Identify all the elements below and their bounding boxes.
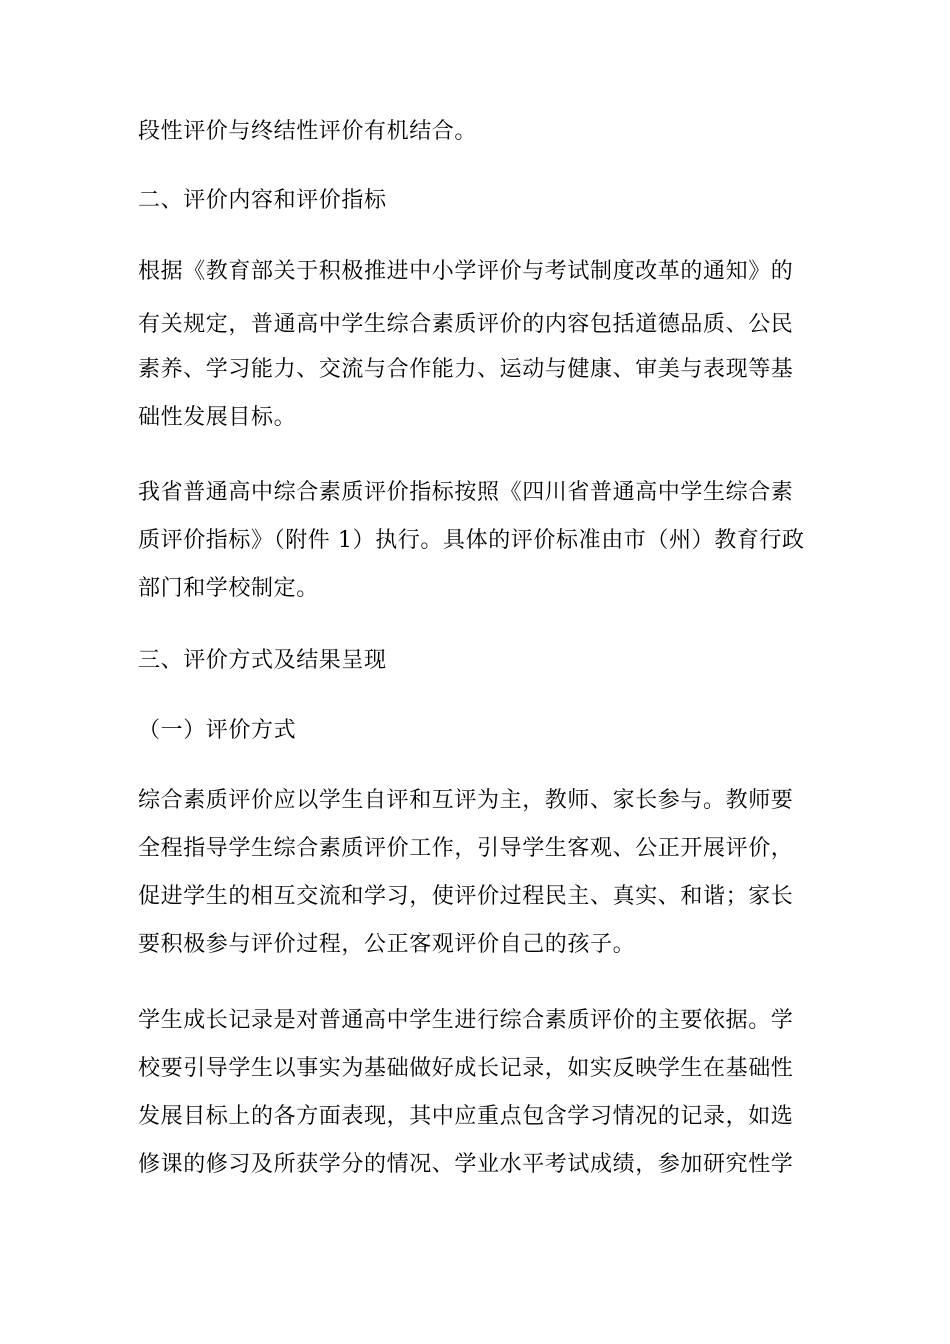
paragraph-line: 有关规定，普通高中学生综合素质评价的内容包括道德品质、公民 [138,312,794,337]
paragraph-line: 础性发展目标。 [138,405,297,430]
section-heading: 二、评价内容和评价指标 [138,188,387,213]
paragraph-line: 发展目标上的各方面表现，其中应重点包含学习情况的记录，如选 [138,1104,794,1129]
paragraph-line: 全程指导学生综合素质评价工作，引导学生客观、公正开展评价， [138,836,794,861]
paragraph-line: 素养、学习能力、交流与合作能力、运动与健康、审美与表现等基 [138,357,794,382]
paragraph-line: 修课的修习及所获学分的情况、学业水平考试成绩，参加研究性学 [138,1152,794,1177]
paragraph-line: 综合素质评价应以学生自评和互评为主，教师、家长参与。教师要 [138,788,794,813]
paragraph-line: 校要引导学生以事实为基础做好成长记录，如实反映学生在基础性 [138,1056,794,1081]
paragraph-line: 部门和学校制定。 [138,576,319,601]
paragraph-line: 要积极参与评价过程，公正客观评价自己的孩子。 [138,932,636,957]
subsection-heading: （一）评价方式 [138,718,297,743]
section-heading: 三、评价方式及结果呈现 [138,648,387,673]
paragraph-line: 质评价指标》（附件 1）执行。具体的评价标准由市（州）教育行政 [138,528,805,553]
paragraph-line: 根据《教育部关于积极推进中小学评价与考试制度改革的通知》的 [138,259,794,284]
paragraph-line: 段性评价与终结性评价有机结合。 [138,119,478,144]
paragraph-line: 促进学生的相互交流和学习，使评价过程民主、真实、和谐；家长 [138,884,794,909]
paragraph-line: 学生成长记录是对普通高中学生进行综合素质评价的主要依据。学 [138,1008,794,1033]
paragraph-line: 我省普通高中综合素质评价指标按照《四川省普通高中学生综合素 [138,480,794,505]
